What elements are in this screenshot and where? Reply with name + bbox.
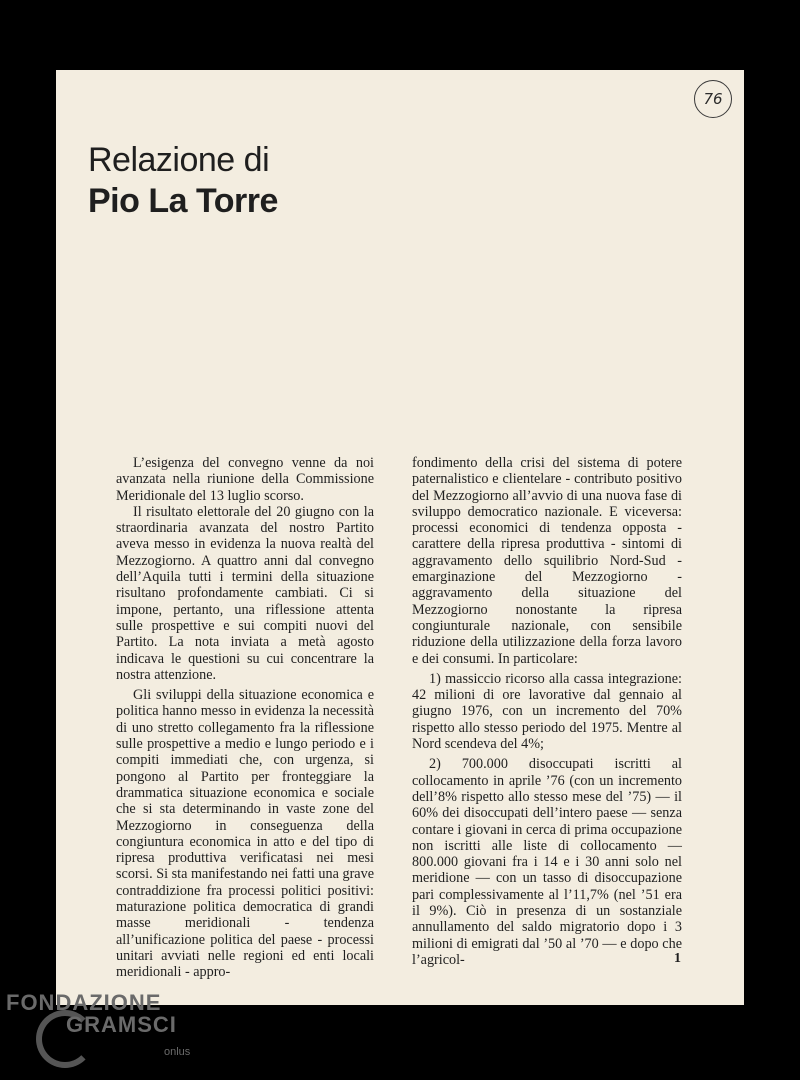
list-item: 2) 700.000 disoccupati iscritti al collocamento in aprile ’76 (con un incremento dell’8% rispetto allo stesso mese del ’75) — il 60% dei disoccupati dell’intero paese — senza contare i giovani in cerca di prima occupazione non iscritti alle liste di collocamento — 800.000 giovani fra i 14 e i 30 anni solo nel meridione — con un tasso di disoccupazione pari complessivamente al l’11,7% (nel ’51 era il 9%). Ciò in presenza di un sostanziale annullamento del saldo migratorio dopo i 3 milioni di emigrati dal ’50 al ’70 — e dopo che l’agricol- bbox=[412, 756, 682, 968]
watermark-line-3: onlus bbox=[164, 1046, 191, 1058]
document-page bbox=[56, 70, 744, 1005]
watermark-line-2: GRAMSCI bbox=[66, 1012, 177, 1037]
right-column bbox=[412, 455, 682, 968]
left-column bbox=[116, 455, 374, 981]
page-title bbox=[88, 140, 278, 223]
paragraph: Gli sviluppi della situazione economica e politica hanno messo in evidenza la necessità di uno stretto collegamento fra la riflessione sulle prospettive a medio e lungo periodo e i compiti immediati che, con urgenza, si pongono al Partito per fronteggiare la drammatica situazione economica e sociale che si sta determinando in vaste zone del Mezzogiorno in conseguenza della congiuntura economica in atto e del tipo di ripresa produttiva verificatasi nei mesi scorsi. Si sta manifestando nei fatti una grave contraddizione fra processi politici positivi: maturazione politica democratica di grandi masse meridionali - tendenza all’unificazione politica del paese - processi unitari avviati nelle regioni ed enti locali meridionali - appro- bbox=[116, 687, 374, 981]
paragraph: Il risultato elettorale del 20 giugno con la straordinaria avanzata del nostro Partito aveva messo in evidenza la nuova realtà del Mezzogiorno. A quattro anni dal convegno dell’Aquila tutti i termini della situazione risultano profondamente cambiati. Ci si impone, pertanto, una riflessione attenta sulle prospettive e sui compiti nuovi del Partito. La nota inviata a metà agosto indicava le questioni su cui concentrare la nostra attenzione. bbox=[116, 503, 374, 683]
title-line-1: Relazione di bbox=[88, 141, 270, 179]
fondazione-gramsci-logo bbox=[6, 990, 206, 1070]
list-item: 1) massiccio ricorso alla cassa integrazione: 42 milioni di ore lavorative dal gennaio al giugno 1976, con un incremento del 70% rispetto allo stesso periodo del 1975. Mentre al Nord scendeva del 4%; bbox=[412, 670, 682, 753]
page-number: 1 bbox=[674, 951, 681, 966]
watermark-line-1: FONDAZIONE bbox=[6, 990, 162, 1015]
archive-stamp: 76 bbox=[694, 80, 732, 118]
paragraph: L’esigenza del convegno venne da noi avanzata nella riunione della Commissione Meridionale del 13 luglio scorso. bbox=[116, 455, 374, 504]
paragraph: fondimento della crisi del sistema di potere paternalistico e clientelare - contributo positivo del Mezzogiorno all’avvio di una nuova fase di sviluppo democratico nazionale. E viceversa: processi economici di tendenza opposta - carattere della ripresa produttiva - sintomi di aggravamento dello squilibrio Nord-Sud - emarginazione del Mezzogiorno - aggravamento della situazione del Mezzogiorno nonostante la ripresa congiunturale nazionale, con sensibile riduzione della utilizzazione della forza lavoro e dei consumi. In particolare: bbox=[412, 455, 682, 667]
title-line-2: Pio La Torre bbox=[88, 182, 278, 221]
